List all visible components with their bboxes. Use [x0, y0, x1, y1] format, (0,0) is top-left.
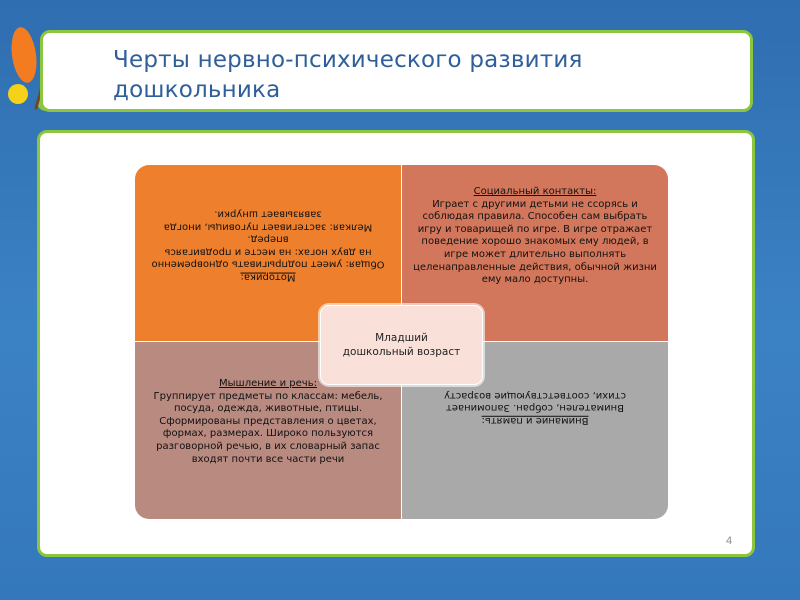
page-number: 4	[726, 535, 733, 547]
thinking-speech-heading: Мышление и речь:	[219, 378, 317, 389]
social-contacts-heading: Социальный контакты:	[473, 186, 597, 197]
motor-skills-body: Общая: умеет подпрыгивать одновременно на двух ногах: на месте и продвигаясь вперед. Мелкая: застегивает пуговицы, иногда завязывает шнурки.	[151, 208, 385, 270]
attention-memory-heading: Внимание и память:	[481, 414, 589, 426]
quadrant-social-contacts-text	[402, 186, 668, 287]
quadrant-thinking-speech-text	[135, 378, 401, 466]
motor-skills-heading: Моторика:	[240, 271, 296, 283]
slide-title: Черты нервно-психического развития дошкольника	[113, 47, 583, 103]
social-contacts-body: Играет с другими детьми не ссорясь и соблюдая правила. Способен сам выбрать игру и товарищей по игре. В игре отражает поведение хорошо знакомых ему людей, в игре может длительно выполнять целенаправленные действия, обычной жизни ему мало доступны.	[413, 198, 657, 286]
title-panel	[40, 30, 753, 112]
center-age-label: Младший дошкольный возраст	[320, 305, 483, 385]
attention-memory-body: Внимателен, собран. Запоминает стихи, соответствующие возрасту	[444, 389, 626, 414]
thinking-speech-body: Группирует предметы по классам: мебель, посуда, одежда, животные, птицы. Сформированы представления о цветах, формах, размерах. Широко пользуются разговорной речью, в их словарный запас входят почти все части речи	[153, 390, 383, 465]
quadrant-motor-skills-text	[135, 207, 401, 283]
quadrant-attention-memory-text	[402, 388, 668, 426]
